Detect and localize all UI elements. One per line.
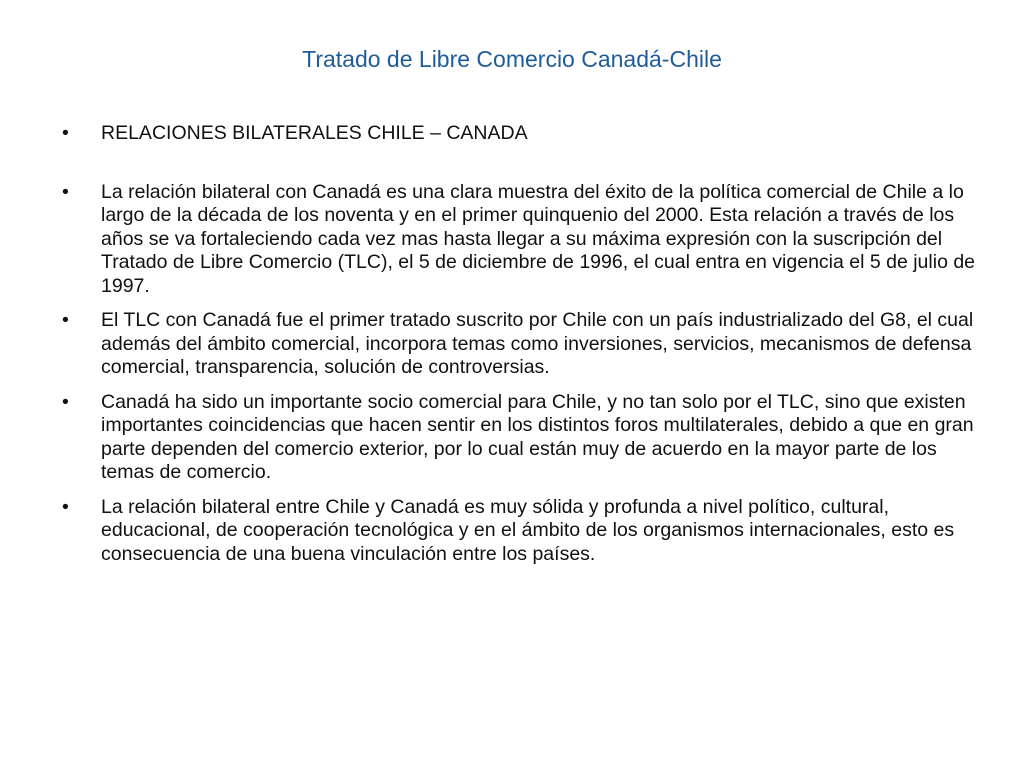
bullet-item [60, 122, 975, 146]
bullet-icon: • [62, 122, 69, 144]
bullet-text: La relación bilateral entre Chile y Canadá es muy sólida y profunda a nivel político, cultural, educacional, de cooperación tecnológica y en el ámbito de los organismos internacionales, esto es consecuencia de una buena vinculación entre los países. [101, 495, 955, 565]
bullet-text: Canadá ha sido un importante socio comercial para Chile, y no tan solo por el TLC, sino que existen importantes coincidencias que hacen sentir en los distintos foros multilaterales, debido a que en gran parte dependen del comercio exterior, por lo cual están muy de acuerdo en la mayor parte de los temas de comercio. [101, 390, 974, 483]
bullet-item [60, 496, 975, 567]
bullet-text: La relación bilateral con Canadá es una clara muestra del éxito de la política comercial de Chile a lo largo de la década de los noventa y en el primer quinquenio del 2000. Esta relación a través de los años se va fortaleciendo cada vez mas hasta llegar a su máxima expresión con la suscripción del Tratado de Libre Comercio (TLC), el 5 de diciembre de 1996, el cual entra en vigencia el 5 de julio de 1997. [101, 180, 976, 297]
bullet-icon: • [62, 309, 69, 331]
bullet-icon: • [62, 180, 69, 203]
slide-title: Tratado de Libre Comercio Canadá-Chile [302, 46, 722, 72]
bullet-text: El TLC con Canadá fue el primer tratado suscrito por Chile con un país industrializado del G8, el cual además del ámbito comercial, incorpora temas como inversiones, servicios, mecanismos de defensa comercial, transparencia, solución de controversias. [101, 309, 974, 378]
bullet-item [60, 391, 975, 485]
bullet-text: RELACIONES BILATERALES CHILE – CANADA [101, 122, 528, 144]
bullet-icon: • [62, 495, 69, 518]
bullet-item [60, 181, 975, 299]
bullet-list [60, 122, 975, 566]
bullet-item [60, 309, 975, 380]
bullet-icon: • [62, 390, 69, 413]
